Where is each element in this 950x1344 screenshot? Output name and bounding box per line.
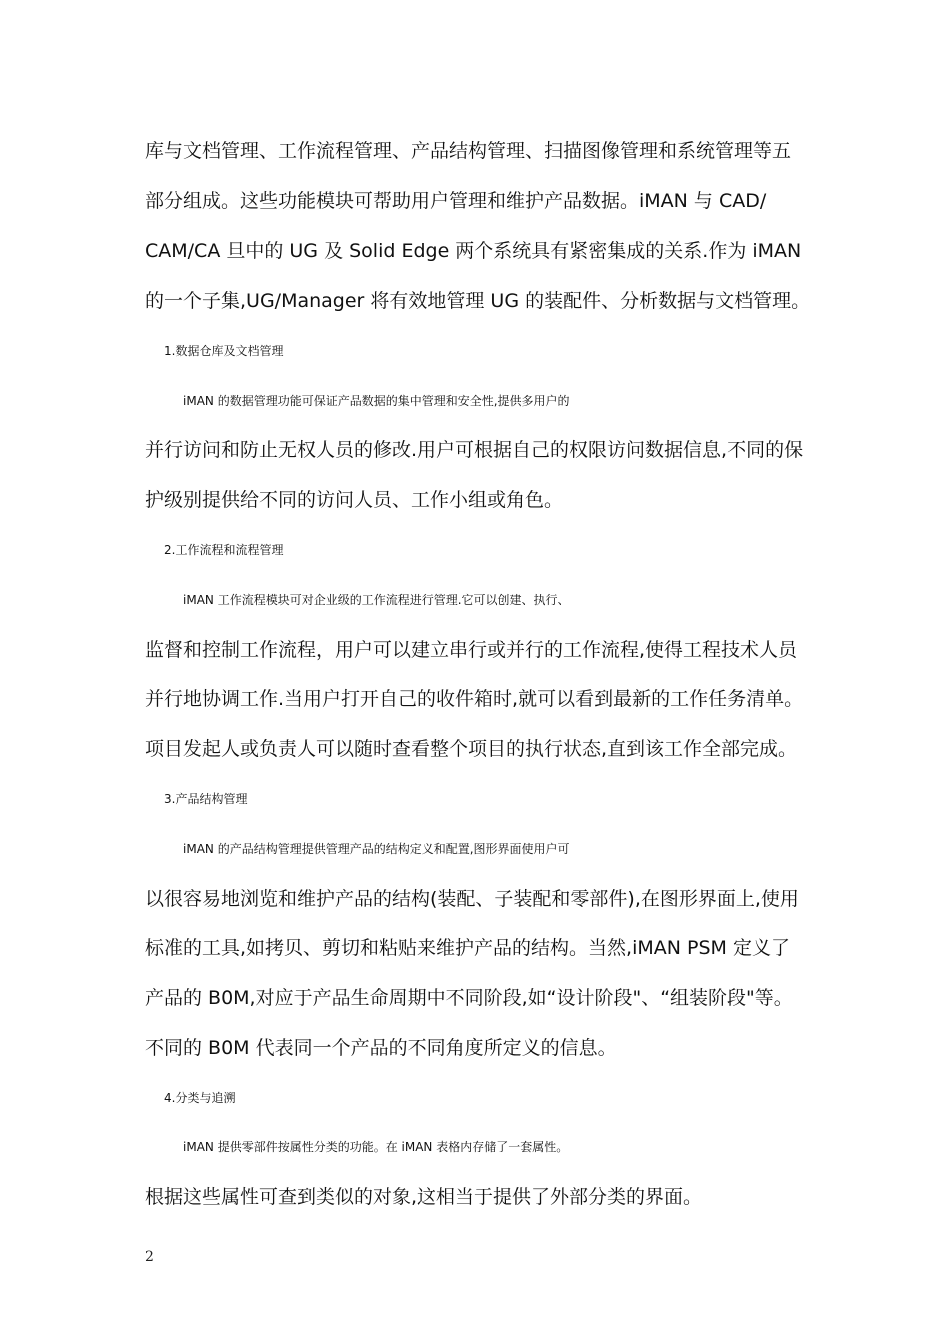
page-number: 2 xyxy=(145,1249,154,1265)
paragraph-line: iMAN 工作流程模块可对企业级的工作流程进行管理.它可以创建、执行、 xyxy=(183,593,570,607)
paragraph-line: 并行访问和防止无权人员的修改.用户可根据自己的权限访问数据信息,不同的保 xyxy=(145,439,804,461)
paragraph-line: 部分组成。这些功能模块可帮助用户管理和维护产品数据。iMAN 与 CAD/ xyxy=(145,190,767,212)
paragraph-line: iMAN 的产品结构管理提供管理产品的结构定义和配置,图形界面使用户可 xyxy=(183,842,570,856)
paragraph-line: iMAN 提供零部件按属性分类的功能。在 iMAN 表格内存储了一套属性。 xyxy=(183,1140,569,1154)
paragraph-line: 以很容易地浏览和维护产品的结构(装配、子装配和零部件),在图形界面上,使用 xyxy=(145,888,799,910)
paragraph-line: CAM/CA 旦中的 UG 及 Solid Edge 两个系统具有紧密集成的关系.作为 iMAN xyxy=(145,240,802,262)
section-heading: 3.产品结构管理 xyxy=(164,792,248,806)
section-heading: 2.工作流程和流程管理 xyxy=(164,543,284,557)
paragraph-line: 的一个子集,UG/Manager 将有效地管理 UG 的装配件、分析数据与文档管理。 xyxy=(145,290,811,312)
paragraph-line: 护级别提供给不同的访问人员、工作小组或角色。 xyxy=(145,489,564,511)
paragraph-line: 不同的 B0M 代表同一个产品的不同角度所定义的信息。 xyxy=(145,1037,617,1059)
paragraph-line: 根据这些属性可查到类似的对象,这相当于提供了外部分类的界面。 xyxy=(145,1186,703,1208)
paragraph-line: 标准的工具,如拷贝、剪切和粘贴来维护产品的结构。当然,iMAN PSM 定义了 xyxy=(145,937,790,959)
section-heading: 4.分类与追溯 xyxy=(164,1091,236,1105)
paragraph-line: 监督和控制工作流程，用户可以建立串行或并行的工作流程,使得工程技术人员 xyxy=(145,639,798,661)
paragraph-line: 库与文档管理、工作流程管理、产品结构管理、扫描图像管理和系统管理等五 xyxy=(145,140,792,162)
paragraph-line: 产品的 B0M,对应于产品生命周期中不同阶段,如“设计阶段"、“组装阶段"等。 xyxy=(145,987,793,1009)
paragraph-line: 并行地协调工作.当用户打开自己的收件箱时,就可以看到最新的工作任务清单。 xyxy=(145,688,804,710)
section-heading: 1.数据仓库及文档管理 xyxy=(164,344,284,358)
paragraph-line: 项目发起人或负责人可以随时查看整个项目的执行状态,直到该工作全部完成。 xyxy=(145,738,798,760)
paragraph-line: iMAN 的数据管理功能可保证产品数据的集中管理和安全性,提供多用户的 xyxy=(183,394,570,408)
